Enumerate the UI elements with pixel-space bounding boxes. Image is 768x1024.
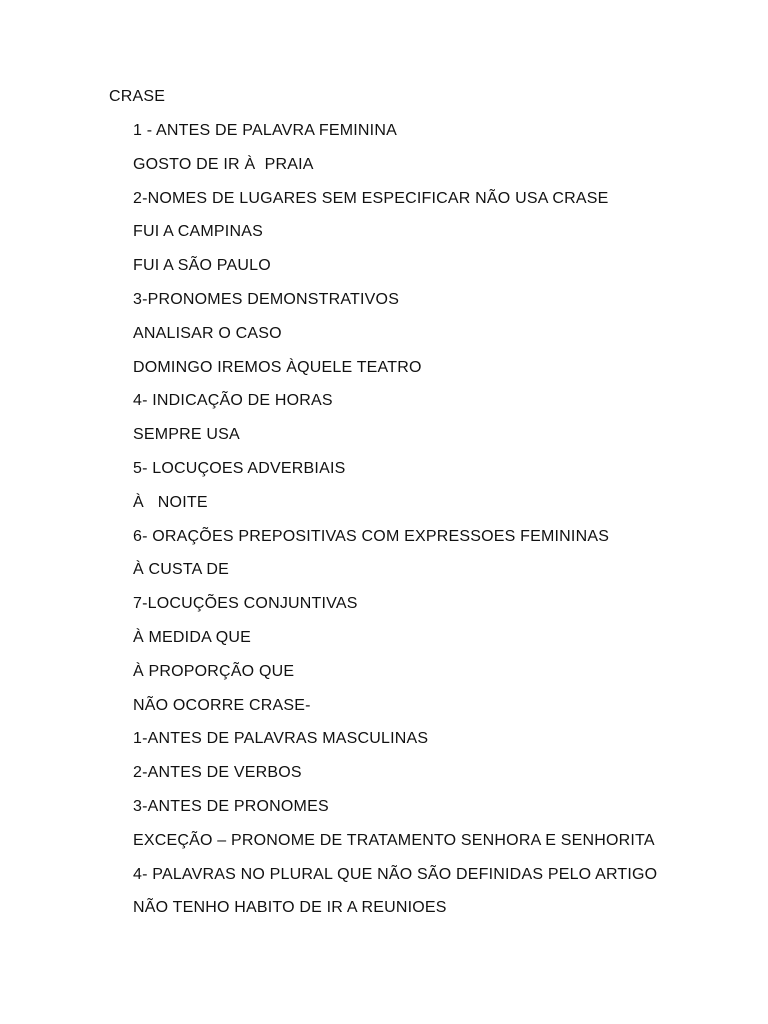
text-line: 6- ORAÇÕES PREPOSITIVAS COM EXPRESSOES FEMININAS [133,527,610,545]
text-line: 1 - ANTES DE PALAVRA FEMININA [133,122,397,139]
text-line: NÃO TENHO HABITO DE IR A REUNIOES [133,899,447,917]
text-line: 2-NOMES DE LUGARES SEM ESPECIFICAR NÃO USA CRASE [133,189,609,207]
document-title: CRASE [109,88,166,105]
text-line: 4- PALAVRAS NO PLURAL QUE NÃO SÃO DEFINIDAS PELO ARTIGO [133,865,658,883]
text-line: NÃO OCORRE CRASE- [133,696,311,714]
text-line: FUI A SÃO PAULO [133,257,271,275]
text-line: À NOITE [133,493,208,511]
text-line: À CUSTA DE [133,561,229,579]
text-line: À PROPORÇÃO QUE [133,662,295,680]
text-line: 3-PRONOMES DEMONSTRATIVOS [133,290,400,308]
text-line: 7-LOCUÇÕES CONJUNTIVAS [133,595,358,613]
document-body [133,121,657,932]
text-line: FUI A CAMPINAS [133,223,263,241]
text-line: 2-ANTES DE VERBOS [133,764,302,782]
text-line: EXCEÇÃO – PRONOME DE TRATAMENTO SENHORA E SENHORITA [133,831,655,849]
text-line: À MEDIDA QUE [133,628,251,646]
text-line: DOMINGO IREMOS ÀQUELE TEATRO [133,358,422,376]
text-line: SEMPRE USA [133,426,240,444]
text-line: 3-ANTES DE PRONOMES [133,797,329,815]
text-line: 5- LOCUÇOES ADVERBIAIS [133,459,346,477]
text-line: 4- INDICAÇÃO DE HORAS [133,392,333,410]
text-line: 1-ANTES DE PALAVRAS MASCULINAS [133,730,429,748]
text-line: GOSTO DE IR À PRAIA [133,155,314,173]
text-line: ANALISAR O CASO [133,324,282,342]
